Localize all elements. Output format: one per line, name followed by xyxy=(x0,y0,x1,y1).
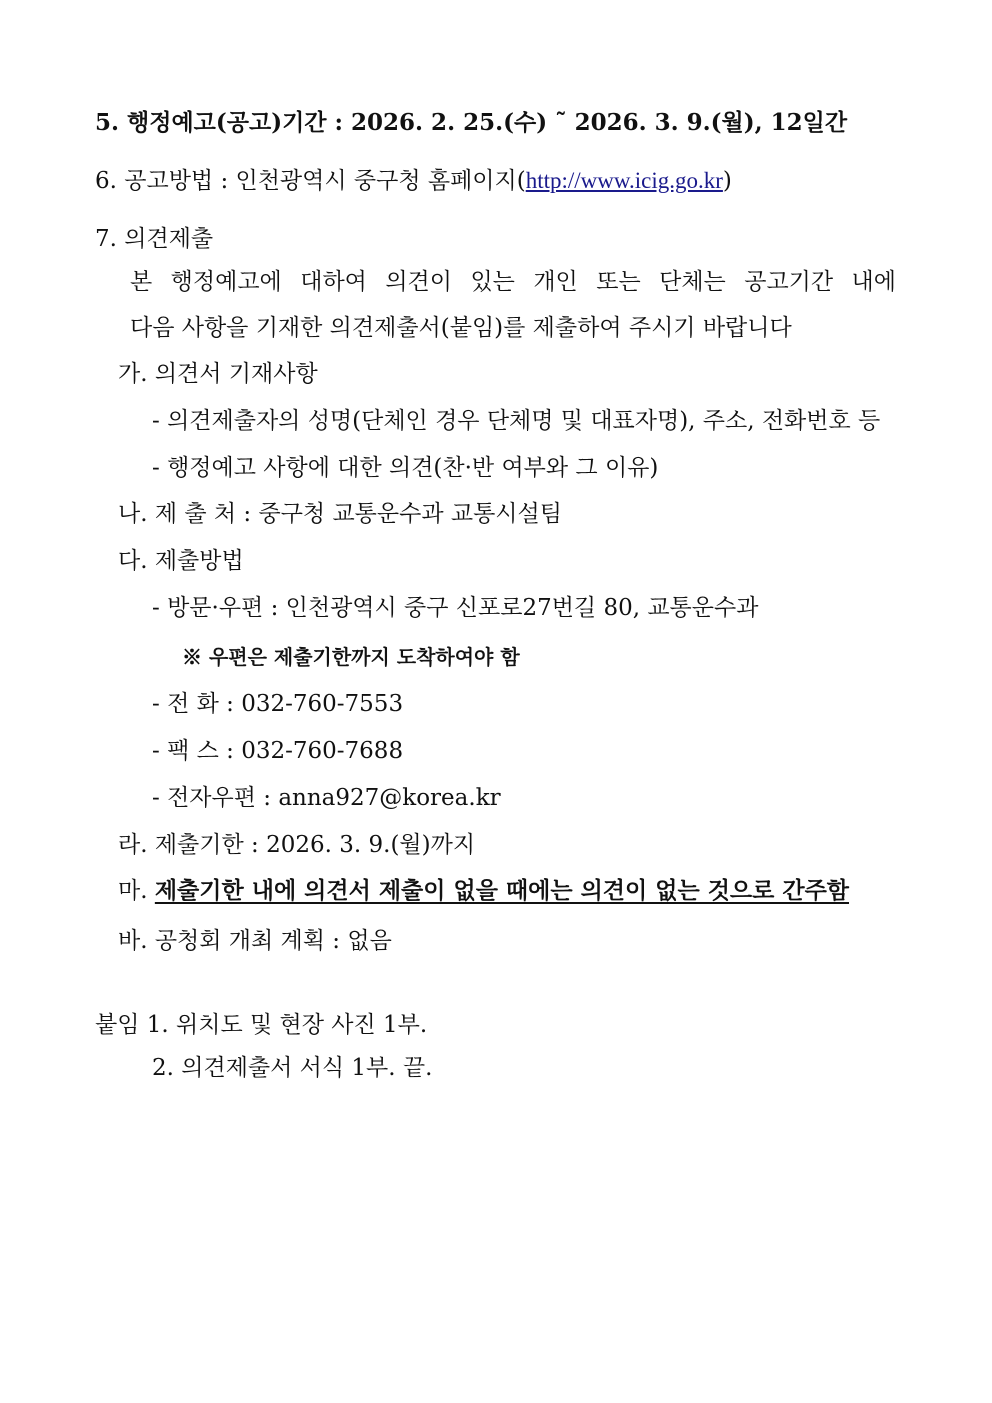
section-ma-text: 제출기한 내에 의견서 제출이 없을 때에는 의견이 없는 것으로 간주함 xyxy=(154,877,850,904)
section-ma-prefix: 마. xyxy=(118,878,155,904)
section-da-label: 다. 제출방법 xyxy=(118,548,244,574)
opinion-heading: 7. 의견제출 xyxy=(95,226,214,252)
section-ba-label: 바. 공청회 개최 계획 : 없음 xyxy=(118,928,392,954)
mail-deadline-note: ※ 우편은 제출기한까지 도착하여야 함 xyxy=(182,645,520,669)
notice-method-close: ) xyxy=(722,168,732,194)
section-ma xyxy=(118,876,849,906)
section-ga-item2: - 행정예고 사항에 대한 의견(찬·반 여부와 그 이유) xyxy=(152,455,659,481)
opinion-intro-line1: 본 행정예고에 대하여 의견이 있는 개인 또는 단체는 공고기간 내에 xyxy=(130,269,896,295)
submit-email: - 전자우편 : anna927@korea.kr xyxy=(152,785,501,811)
submit-visit-mail: - 방문·우편 : 인천광역시 중구 신포로27번길 80, 교통운수과 xyxy=(152,595,759,621)
section-ra-label: 라. 제출기한 : 2026. 3. 9.(월)까지 xyxy=(118,832,476,858)
opinion-intro-line2: 다음 사항을 기재한 의견제출서(붙임)를 제출하여 주시기 바랍니다 xyxy=(130,315,792,341)
section-ga-item1: - 의견제출자의 성명(단체인 경우 단체명 및 대표자명), 주소, 전화번호 등 xyxy=(152,408,881,434)
notice-method-label: 6. 공고방법 : 인천광역시 중구청 홈페이지( xyxy=(95,168,526,194)
notice-method xyxy=(95,166,732,196)
attachment-line2: 2. 의견제출서 서식 1부. 끝. xyxy=(152,1055,433,1081)
homepage-link[interactable]: http://www.icig.go.kr xyxy=(525,168,723,193)
section-ga-label: 가. 의견서 기재사항 xyxy=(118,361,318,387)
section-na-label: 나. 제 출 처 : 중구청 교통운수과 교통시설팀 xyxy=(118,501,562,527)
submit-phone: - 전 화 : 032-760-7553 xyxy=(152,691,404,717)
submit-fax: - 팩 스 : 032-760-7688 xyxy=(152,738,404,764)
notice-period: 5. 행정예고(공고)기간 : 2026. 2. 25.(수) ˜ 2026. 3. 9.(월), 12일간 xyxy=(95,109,848,136)
attachment-line1: 붙임 1. 위치도 및 현장 사진 1부. xyxy=(95,1012,428,1038)
